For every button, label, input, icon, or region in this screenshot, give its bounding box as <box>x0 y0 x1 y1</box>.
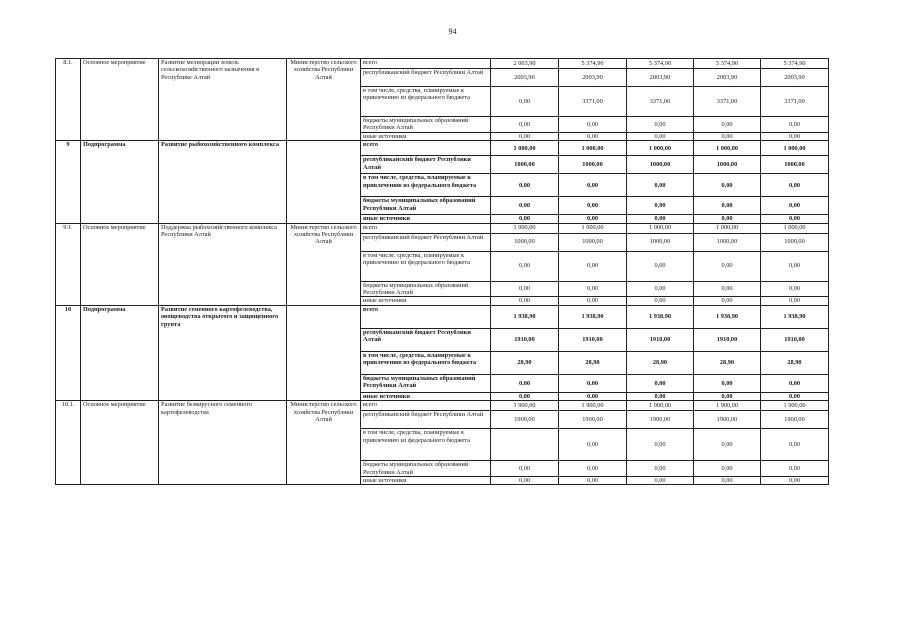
funding-source: всего <box>361 223 491 233</box>
block-name: Развитие безвирусного семенного картофелеводства <box>159 401 287 485</box>
table-row <box>56 59 829 69</box>
amount-cell: 0,00 <box>559 429 627 461</box>
amount-cell: 0,00 <box>559 117 627 133</box>
funding-source: бюджеты муниципальных образований Республики Алтай <box>361 117 491 133</box>
amount-cell: 1000,00 <box>761 233 829 251</box>
amount-cell: 0,00 <box>694 297 761 305</box>
amount-cell: 0,00 <box>491 197 559 215</box>
funding-source: республиканский бюджет Республики Алтай <box>361 328 491 351</box>
block-number: 9.1. <box>56 223 81 305</box>
funding-source: иные источники <box>361 132 491 140</box>
amount-cell: 0,00 <box>627 132 694 140</box>
amount-cell: 1910,00 <box>694 328 761 351</box>
amount-cell: 1 000,00 <box>761 141 829 156</box>
funding-source: бюджеты муниципальных образований Республики Алтай <box>361 461 491 477</box>
amount-cell: 0,00 <box>559 251 627 281</box>
funding-source: в том числе, средства, планируемые к привлечению из федерального бюджета <box>361 351 491 374</box>
amount-cell: 1910,00 <box>559 328 627 351</box>
amount-cell: 28,90 <box>694 351 761 374</box>
amount-cell: 0,00 <box>694 477 761 485</box>
amount-cell: 0,00 <box>491 297 559 305</box>
amount-cell: 1000,00 <box>559 233 627 251</box>
funding-source: иные источники <box>361 215 491 223</box>
amount-cell: 0,00 <box>627 215 694 223</box>
amount-cell: 2003,90 <box>627 69 694 87</box>
amount-cell: 1910,00 <box>627 328 694 351</box>
amount-cell: 0,00 <box>761 374 829 392</box>
amount-cell: 1 000,00 <box>627 223 694 233</box>
funding-source: в том числе, средства, планируемые к привлечению из федерального бюджета <box>361 87 491 117</box>
funding-source: бюджеты муниципальных образований Республики Алтай <box>361 374 491 392</box>
amount-cell <box>491 429 559 461</box>
funding-source: бюджеты муниципальных образований Республики Алтай <box>361 197 491 215</box>
amount-cell: 5 374,90 <box>761 59 829 69</box>
amount-cell: 0,00 <box>694 374 761 392</box>
amount-cell: 0,00 <box>559 477 627 485</box>
block-type: Подпрограмма <box>81 305 159 400</box>
amount-cell: 0,00 <box>559 197 627 215</box>
amount-cell: 1000,00 <box>491 156 559 174</box>
amount-cell: 1000,00 <box>761 156 829 174</box>
amount-cell: 1000,00 <box>694 156 761 174</box>
amount-cell: 0,00 <box>491 477 559 485</box>
amount-cell: 5 374,90 <box>627 59 694 69</box>
funding-source: иные источники <box>361 392 491 400</box>
amount-cell: 2003,90 <box>559 69 627 87</box>
amount-cell: 0,00 <box>694 197 761 215</box>
amount-cell: 0,00 <box>627 374 694 392</box>
amount-cell: 1 900,00 <box>694 401 761 411</box>
amount-cell: 28,90 <box>559 351 627 374</box>
funding-source: иные источники <box>361 297 491 305</box>
amount-cell: 0,00 <box>627 477 694 485</box>
funding-source: всего <box>361 305 491 328</box>
amount-cell: 0,00 <box>694 461 761 477</box>
amount-cell: 2003,90 <box>491 69 559 87</box>
block-name: Развитие рыбохозяйственного комплекса <box>159 141 287 223</box>
amount-cell: 0,00 <box>627 297 694 305</box>
amount-cell: 0,00 <box>761 132 829 140</box>
amount-cell: 0,00 <box>559 461 627 477</box>
amount-cell: 0,00 <box>491 374 559 392</box>
amount-cell: 0,00 <box>491 117 559 133</box>
funding-source: всего <box>361 141 491 156</box>
amount-cell: 1000,00 <box>627 233 694 251</box>
funding-source: иные источники <box>361 477 491 485</box>
amount-cell: 0,00 <box>694 392 761 400</box>
amount-cell: 0,00 <box>627 197 694 215</box>
amount-cell: 0,00 <box>761 174 829 197</box>
table-row <box>56 141 829 156</box>
amount-cell: 1900,00 <box>627 411 694 429</box>
amount-cell: 0,00 <box>627 392 694 400</box>
amount-cell: 0,00 <box>559 374 627 392</box>
amount-cell: 0,00 <box>761 461 829 477</box>
amount-cell: 1 938,90 <box>491 305 559 328</box>
amount-cell: 5 374,90 <box>694 59 761 69</box>
amount-cell: 1 900,00 <box>627 401 694 411</box>
funding-source: бюджеты муниципальных образований Республики Алтай <box>361 281 491 297</box>
amount-cell: 0,00 <box>694 174 761 197</box>
amount-cell: 1000,00 <box>491 233 559 251</box>
amount-cell: 0,00 <box>491 392 559 400</box>
amount-cell: 1 000,00 <box>761 223 829 233</box>
amount-cell: 0,00 <box>761 297 829 305</box>
amount-cell: 0,00 <box>491 174 559 197</box>
block-type: Подпрограмма <box>81 141 159 223</box>
funding-source: республиканский бюджет Республики Алтай <box>361 233 491 251</box>
amount-cell: 1 000,00 <box>559 223 627 233</box>
amount-cell: 0,00 <box>694 251 761 281</box>
amount-cell: 1 900,00 <box>761 401 829 411</box>
table-row <box>56 223 829 233</box>
amount-cell: 0,00 <box>761 215 829 223</box>
amount-cell: 2003,90 <box>694 69 761 87</box>
amount-cell: 0,00 <box>491 281 559 297</box>
amount-cell: 0,00 <box>559 297 627 305</box>
amount-cell: 0,00 <box>559 281 627 297</box>
amount-cell: 1 000,00 <box>694 141 761 156</box>
amount-cell: 0,00 <box>761 477 829 485</box>
amount-cell: 0,00 <box>694 117 761 133</box>
block-name: Развитие мелиорации земель сельскохозяйственного назначения в Республике Алтай <box>159 59 287 141</box>
amount-cell: 0,00 <box>627 251 694 281</box>
funding-source: всего <box>361 59 491 69</box>
amount-cell: 2003,90 <box>761 69 829 87</box>
amount-cell: 1 938,90 <box>694 305 761 328</box>
amount-cell: 1900,00 <box>559 411 627 429</box>
amount-cell: 0,00 <box>761 281 829 297</box>
block-number: 9 <box>56 141 81 223</box>
amount-cell: 0,00 <box>761 429 829 461</box>
amount-cell: 1 000,00 <box>627 141 694 156</box>
amount-cell: 1 938,90 <box>559 305 627 328</box>
block-name: Развитие семенного картофелеводства, овощеводства открытого и защищенного грунта <box>159 305 287 400</box>
amount-cell: 1 938,90 <box>761 305 829 328</box>
block-executor: Министерство сельского хозяйства Республики Алтай <box>287 401 361 485</box>
amount-cell: 0,00 <box>627 281 694 297</box>
amount-cell: 1000,00 <box>694 233 761 251</box>
funding-source: республиканский бюджет Республики Алтай <box>361 156 491 174</box>
amount-cell: 1 900,00 <box>491 401 559 411</box>
amount-cell: 1910,00 <box>491 328 559 351</box>
amount-cell: 0,00 <box>559 174 627 197</box>
amount-cell: 0,00 <box>559 215 627 223</box>
amount-cell: 1 000,00 <box>694 223 761 233</box>
amount-cell: 2 003,90 <box>491 59 559 69</box>
amount-cell: 0,00 <box>761 197 829 215</box>
amount-cell: 0,00 <box>491 215 559 223</box>
amount-cell: 0,00 <box>491 461 559 477</box>
table-row <box>56 305 829 328</box>
table-row <box>56 401 829 411</box>
block-executor <box>287 141 361 223</box>
amount-cell: 3371,00 <box>761 87 829 117</box>
amount-cell: 5 374,90 <box>559 59 627 69</box>
amount-cell: 28,90 <box>761 351 829 374</box>
amount-cell: 3371,00 <box>694 87 761 117</box>
amount-cell: 0,00 <box>761 117 829 133</box>
block-number: 8.1. <box>56 59 81 141</box>
amount-cell: 0,00 <box>491 87 559 117</box>
amount-cell: 0,00 <box>761 392 829 400</box>
amount-cell: 0,00 <box>694 132 761 140</box>
amount-cell: 0,00 <box>627 117 694 133</box>
amount-cell: 0,00 <box>627 429 694 461</box>
amount-cell: 1000,00 <box>559 156 627 174</box>
block-number: 10.1. <box>56 401 81 485</box>
block-type: Основное мероприятие <box>81 401 159 485</box>
amount-cell: 3371,00 <box>559 87 627 117</box>
amount-cell: 0,00 <box>761 251 829 281</box>
amount-cell: 1000,00 <box>627 156 694 174</box>
amount-cell: 0,00 <box>559 392 627 400</box>
budget-table <box>55 58 829 485</box>
page-number: 94 <box>448 27 457 36</box>
amount-cell: 1 900,00 <box>559 401 627 411</box>
amount-cell: 0,00 <box>694 281 761 297</box>
funding-source: в том числе, средства, планируемые к привлечению из федерального бюджета <box>361 174 491 197</box>
amount-cell: 0,00 <box>491 251 559 281</box>
amount-cell: 1 938,90 <box>627 305 694 328</box>
amount-cell: 1 000,00 <box>491 141 559 156</box>
amount-cell: 1900,00 <box>761 411 829 429</box>
amount-cell: 0,00 <box>627 174 694 197</box>
amount-cell: 0,00 <box>491 132 559 140</box>
amount-cell: 0,00 <box>694 429 761 461</box>
funding-source: в том числе, средства, планируемые к привлечению из федерального бюджета <box>361 429 491 461</box>
block-executor <box>287 305 361 400</box>
amount-cell: 0,00 <box>627 461 694 477</box>
block-executor: Министерство сельского хозяйства Республики Алтай <box>287 223 361 305</box>
amount-cell: 0,00 <box>694 215 761 223</box>
amount-cell: 1 000,00 <box>559 141 627 156</box>
amount-cell: 1900,00 <box>491 411 559 429</box>
amount-cell: 1910,00 <box>761 328 829 351</box>
amount-cell: 1900,00 <box>694 411 761 429</box>
funding-source: республиканский бюджет Республики Алтай <box>361 411 491 429</box>
funding-source: в том числе, средства, планируемые к привлечению из федерального бюджета <box>361 251 491 281</box>
block-number: 10 <box>56 305 81 400</box>
amount-cell: 0,00 <box>559 132 627 140</box>
amount-cell: 28,90 <box>627 351 694 374</box>
block-type: Основное мероприятие <box>81 223 159 305</box>
block-type: Основное мероприятие <box>81 59 159 141</box>
amount-cell: 3371,00 <box>627 87 694 117</box>
funding-source: всего <box>361 401 491 411</box>
amount-cell: 1 000,00 <box>491 223 559 233</box>
block-name: Поддержка рыбохозяйственного комплекса Республики Алтай <box>159 223 287 305</box>
block-executor: Министерство сельского хозяйства Республики Алтай <box>287 59 361 141</box>
funding-source: республиканский бюджет Республики Алтай <box>361 69 491 87</box>
amount-cell: 28,90 <box>491 351 559 374</box>
